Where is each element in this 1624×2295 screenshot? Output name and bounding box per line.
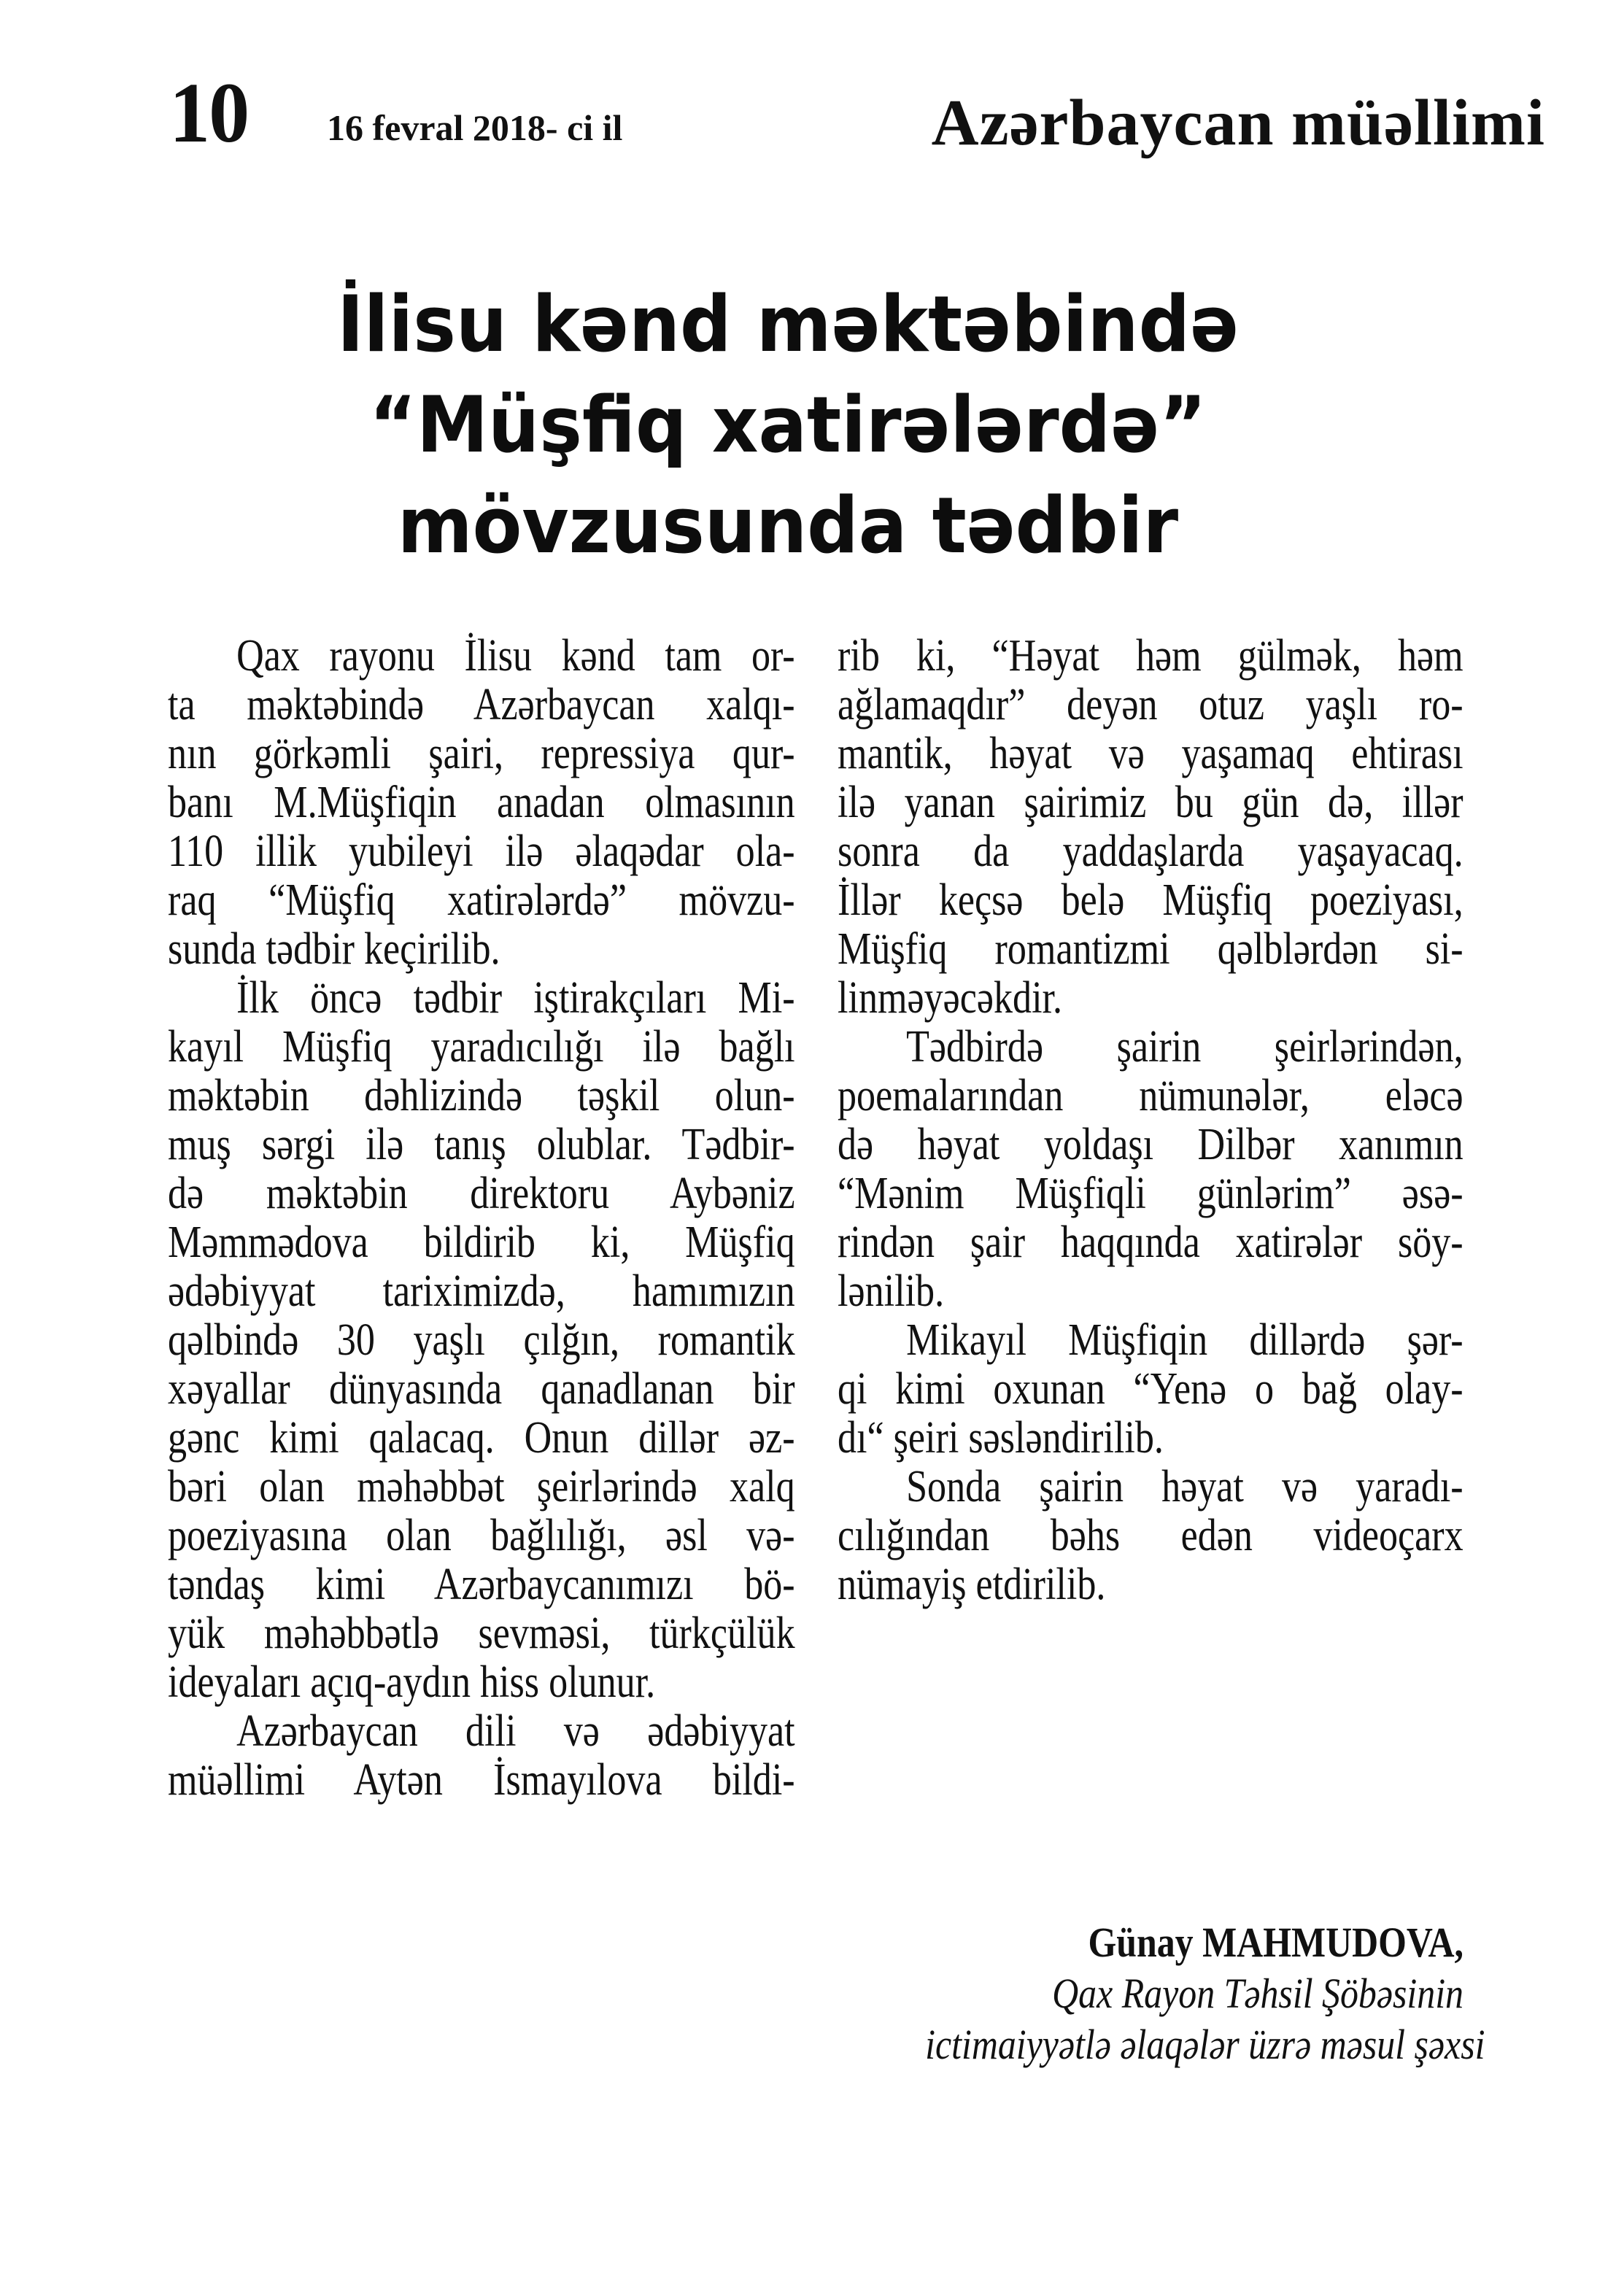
text-line: dı“ şeiri səsləndirilib. [838,1413,1164,1463]
text-line: də məktəbin direktoru Aybəniz [168,1169,795,1218]
text-line: sonra da yaddaşlarda yaşayacaq. [838,827,1463,876]
author-name: Günay MAHMUDOVA, [1088,1919,1463,1966]
text-line: gənc kimi qalacaq. Onun dillər əz- [168,1413,795,1463]
text-line: sunda tədbir keçirilib. [168,924,500,974]
text-line: kayıl Müşfiq yaradıcılığı ilə bağlı [168,1022,795,1072]
headline-line: İlisu kənd məktəbində [336,279,1239,369]
issue-date: 16 fevral 2018- ci il [327,107,623,148]
author-role: Qax Rayon Təhsil Şöbəsinin [1052,1970,1463,2017]
article-signature [838,1917,1485,2070]
text-line: də həyat yoldaşı Dilbər xanımın [838,1120,1463,1169]
text-line: mantik, həyat və yaşamaq ehtirası [838,729,1463,778]
text-line: “Mənim Müşfiqli günlərim” əsə- [838,1169,1463,1218]
text-line: təndaş kimi Azərbaycanımızı bö- [168,1560,795,1609]
text-line: Qax rayonu İlisu kənd tam or- [236,631,795,681]
text-line: müəllimi Aytən İsmayılova bildi- [168,1755,795,1805]
text-line: poemalarından nümunələr, eləcə [838,1071,1463,1121]
text-line: yük məhəbbətlə sevməsi, türkçülük [168,1609,795,1658]
text-line: rindən şair haqqında xatirələr söy- [838,1218,1463,1267]
author-role: ictimaiyyətlə əlaqələr üzrə məsul şəxsi [925,2021,1485,2068]
text-line: ağlamaqdır” deyən otuz yaşlı ro- [838,680,1463,729]
text-line: bəri olan məhəbbət şeirlərində xalq [168,1462,795,1512]
text-line: Mikayıl Müşfiqin dillərdə şər- [906,1315,1463,1365]
article-column-right [838,632,1463,1609]
text-line: rib ki, “Həyat həm gülmək, həm [838,631,1463,681]
text-line: poeziyasına olan bağlılığı, əsl və- [168,1511,795,1560]
text-line: ta məktəbində Azərbaycan xalqı- [168,680,795,729]
text-line: Müşfiq romantizmi qəlblərdən si- [838,924,1463,974]
text-line: cılığından bəhs edən videoçarx [838,1511,1463,1560]
text-line: İllər keçsə belə Müşfiq poeziyası, [838,875,1463,925]
text-line: muş sərgi ilə tanış olublar. Tədbir- [168,1120,795,1169]
text-line: qi kimi oxunan “Yenə o bağ olay- [838,1364,1463,1414]
text-line: 110 illik yubileyi ilə əlaqədar ola- [168,827,795,876]
text-line: Sonda şairin həyat və yaradı- [906,1462,1463,1512]
newspaper-title: Azərbaycan müəllimi [931,87,1545,159]
text-line: xəyallar dünyasında qanadlanan bir [168,1364,795,1414]
headline-line: “Müşfiq xatirələrdə” [369,380,1207,470]
text-line: ədəbiyyat tariximizdə, hamımızın [168,1266,795,1316]
text-line: banı M.Müşfiqin anadan olmasının [168,778,795,827]
text-line: Məmmədova bildirib ki, Müşfiq [168,1218,795,1267]
text-line: qəlbində 30 yaşlı çılğın, romantik [168,1315,795,1365]
text-line: raq “Müşfiq xatirələrdə” mövzu- [168,875,795,925]
text-line: Azərbaycan dili və ədəbiyyat [236,1706,795,1756]
page-number: 10 [169,65,249,160]
text-line: Tədbirdə şairin şeirlərindən, [906,1022,1463,1072]
headline-line: mövzusunda tədbir [397,481,1179,570]
text-line: linməyəcəkdir. [838,973,1063,1023]
text-line: ideyaları açıq-aydın hiss olunur. [168,1657,656,1707]
text-line: ilə yanan şairimiz bu gün də, illər [838,778,1463,827]
text-line: lənilib. [838,1266,945,1316]
text-line: nın görkəmli şairi, repressiya qur- [168,729,795,778]
text-line: məktəbin dəhlizində təşkil olun- [168,1071,795,1121]
article-column-left [168,632,795,1805]
text-line: İlk öncə tədbir iştirakçıları Mi- [236,973,795,1023]
article-headline [313,274,1263,576]
text-line: nümayiş etdirilib. [838,1560,1106,1609]
